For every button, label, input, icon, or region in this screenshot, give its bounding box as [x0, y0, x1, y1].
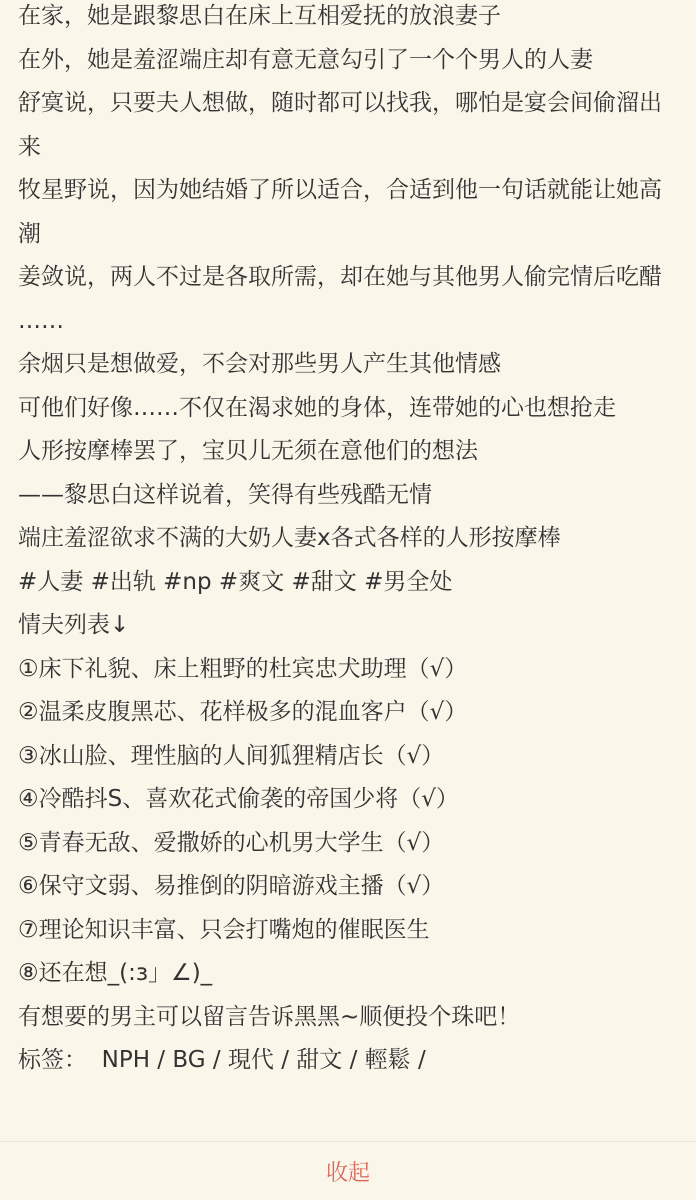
description-line: 舒寞说，只要夫人想做，随时都可以找我，哪怕是宴会间偷溜出来 — [18, 90, 662, 160]
lover-list-item: ③冰山脸、理性脑的人间狐狸精店长（√） — [18, 742, 445, 769]
lover-list-item: ⑦理论知识丰富、只会打嘴炮的催眠医生 — [18, 916, 430, 943]
description-line: 可他们好像……不仅在渴求她的身体，连带她的心也想抢走 — [18, 394, 616, 421]
lover-list-heading: 情夫列表↓ — [18, 612, 130, 638]
lover-list-item: ①床下礼貌、床上粗野的杜宾忠犬助理（√） — [18, 655, 468, 682]
description-line: 姜敛说，两人不过是各取所需，却在她与其他男人偷完情后吃醋 — [18, 264, 662, 290]
collapse-button[interactable]: 收起 — [325, 1160, 370, 1186]
description-line: 余烟只是想做爱，不会对那些男人产生其他情感 — [18, 351, 501, 377]
lover-list-item: ⑥保守文弱、易推倒的阴暗游戏主播（√） — [18, 873, 445, 899]
description-line: 人形按摩棒罢了，宝贝儿无须在意他们的想法 — [18, 438, 478, 464]
tags-line: #人妻 #出轨 #np #爽文 #甜文 #男全处 — [18, 568, 453, 595]
genre-labels: 标签： NPH / BG / 現代 / 甜文 / 輕鬆 / — [18, 1047, 426, 1073]
description-line: 在家，她是跟黎思白在床上互相爱抚的放浪妻子 — [18, 3, 501, 29]
lover-list-item: ②温柔皮腹黑芯、花样极多的混血客户（√） — [18, 699, 468, 725]
description-line: …… — [18, 307, 64, 334]
lover-list-item: ⑤青春无敌、爱撒娇的心机男大学生（√） — [18, 829, 445, 856]
description-line: ——黎思白这样说着，笑得有些残酷无情 — [18, 481, 432, 508]
author-note: 有想要的男主可以留言告诉黑黑~顺便投个珠吧！ — [18, 1003, 521, 1030]
lover-list-item: ⑧还在想_(:з」∠)_ — [18, 960, 213, 986]
lover-list-item: ④冷酷抖S、喜欢花式偷袭的帝国少将（√） — [18, 786, 459, 812]
description-line: 在外，她是羞涩端庄却有意无意勾引了一个个男人的人妻 — [18, 46, 593, 73]
description-line: 端庄羞涩欲求不满的大奶人妻x各式各样的人形按摩棒 — [18, 525, 561, 551]
description-line: 牧星野说，因为她结婚了所以适合，合适到他一句话就能让她高潮 — [18, 177, 662, 247]
